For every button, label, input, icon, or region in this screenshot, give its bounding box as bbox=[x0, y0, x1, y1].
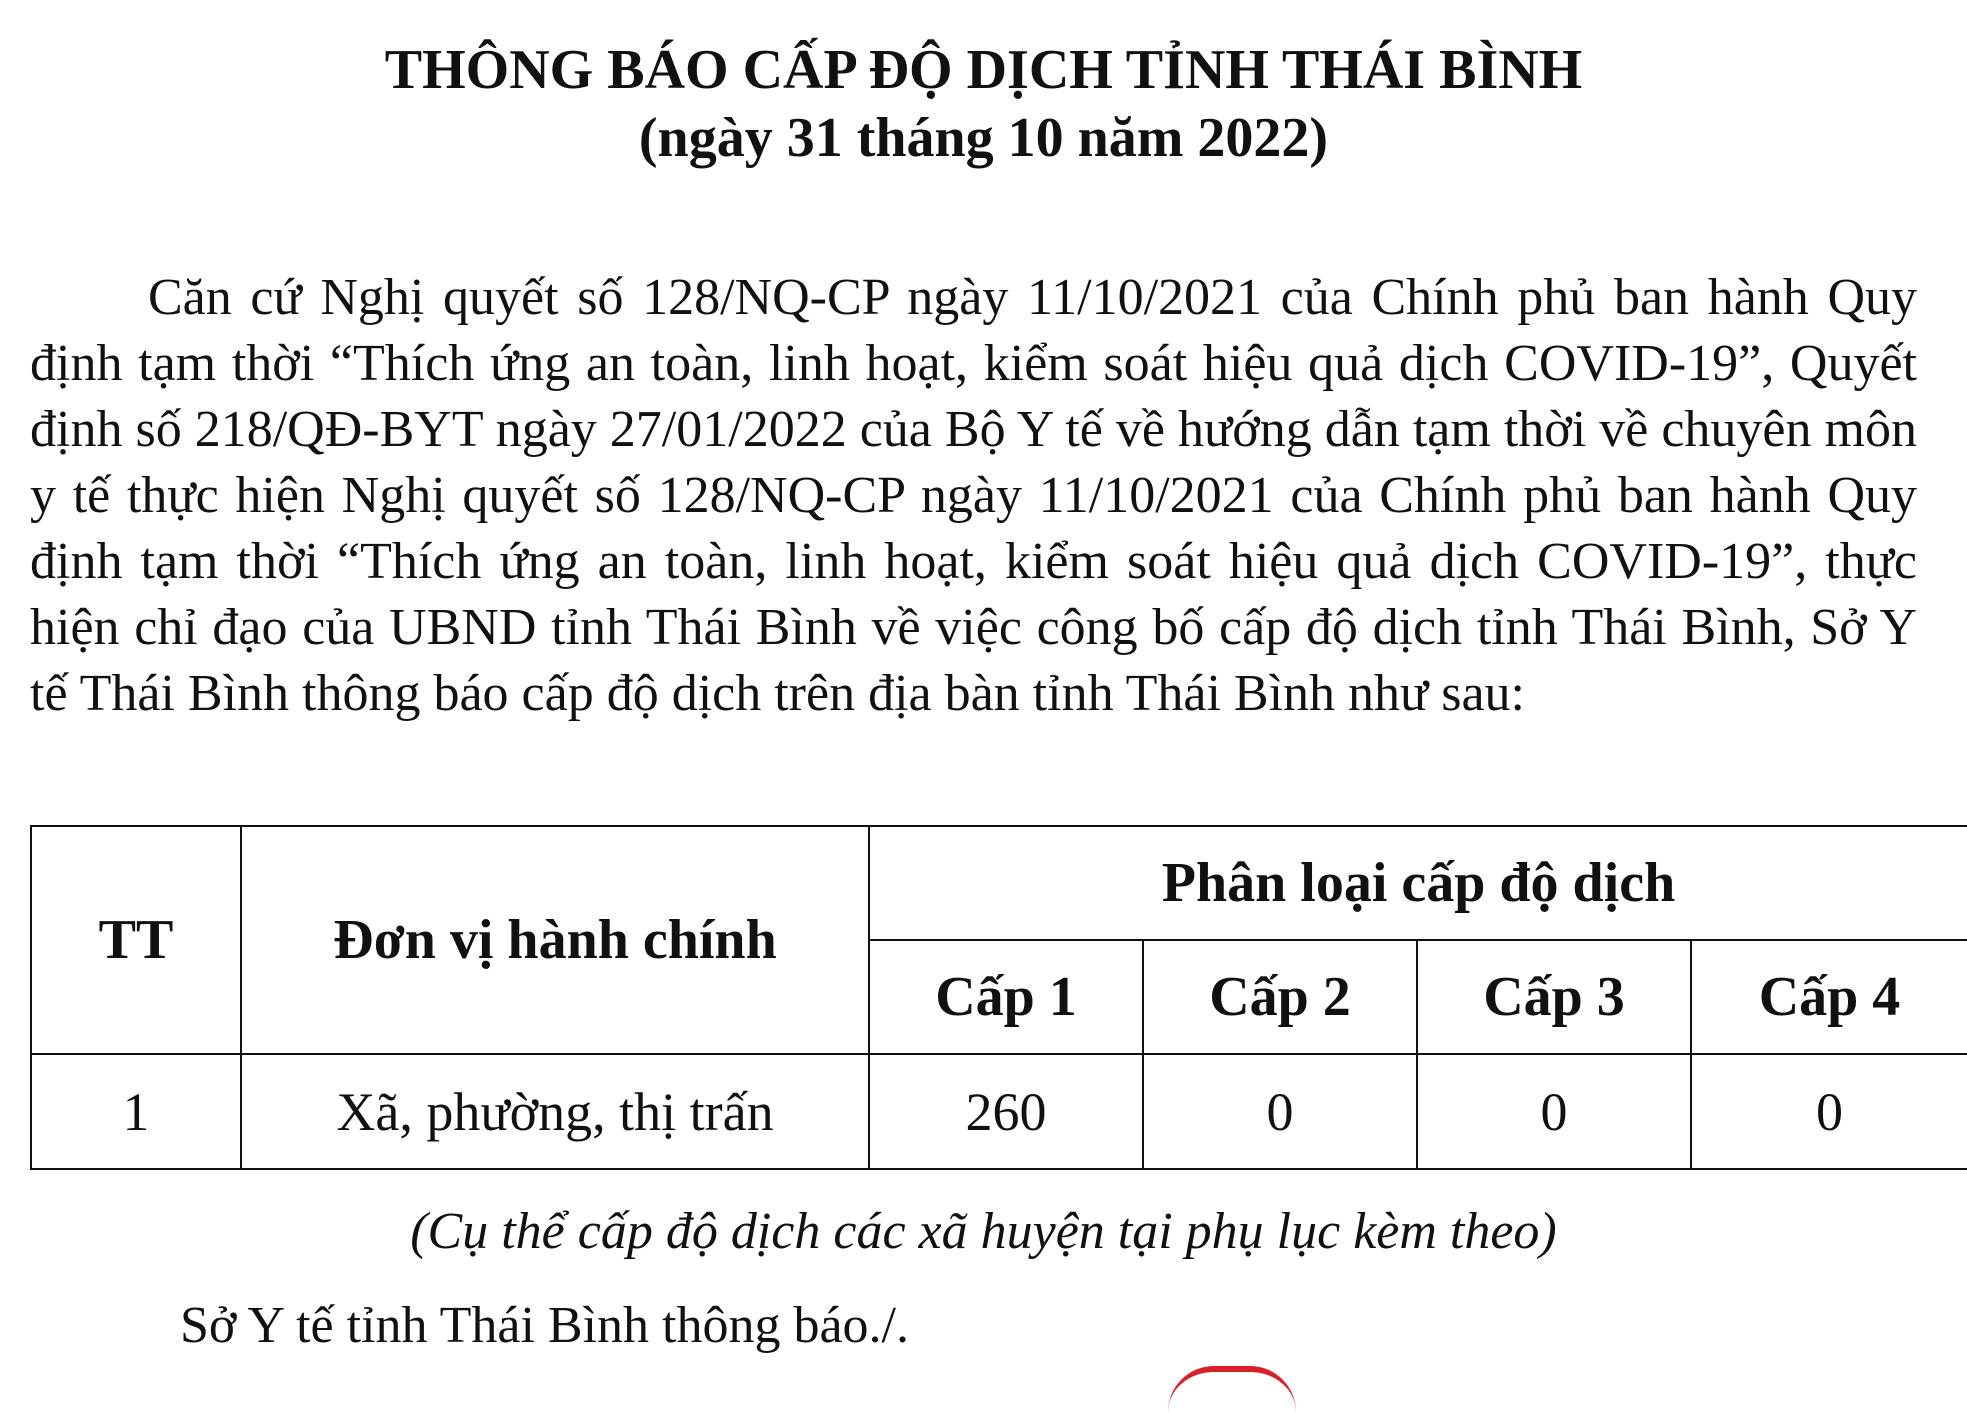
header-tt: TT bbox=[31, 826, 241, 1054]
epidemic-level-table bbox=[30, 825, 1967, 1170]
cell-tt: 1 bbox=[31, 1054, 241, 1169]
header-unit: Đơn vị hành chính bbox=[241, 826, 869, 1054]
cell-level-2: 0 bbox=[1143, 1054, 1417, 1169]
header-level-1: Cấp 1 bbox=[869, 940, 1143, 1054]
table-row bbox=[31, 1054, 1967, 1169]
appendix-note: (Cụ thể cấp độ dịch các xã huyện tại phụ lục kèm theo) bbox=[410, 1203, 1557, 1260]
header-level-group: Phân loại cấp độ dịch bbox=[869, 826, 1967, 940]
cell-level-1: 260 bbox=[869, 1054, 1143, 1169]
cell-level-3: 0 bbox=[1417, 1054, 1691, 1169]
document-date: (ngày 31 tháng 10 năm 2022) bbox=[638, 107, 1329, 169]
body-paragraph: Căn cứ Nghị quyết số 128/NQ-CP ngày 11/10/2021 của Chính phủ ban hành Quy định tạm thời “Thích ứng an toàn, linh hoạt, kiểm soát hiệu quả dịch COVID-19”, Quyết định số 218/QĐ-BYT ngày 27/01/2022 của Bộ Y tế về hướng dẫn tạm thời về chuyên môn y tế thực hiện Nghị quyết số 128/NQ-CP ngày 11/10/2021 của Chính phủ ban hành Quy định tạm thời “Thích ứng an toàn, linh hoạt, kiểm soát hiệu quả dịch COVID-19”, thực hiện chỉ đạo của UBND tỉnh Thái Bình về việc công bố cấp độ dịch tỉnh Thái Bình, Sở Y tế Thái Bình thông báo cấp độ dịch trên địa bàn tỉnh Thái Bình như sau: bbox=[30, 269, 1917, 722]
closing-line: Sở Y tế tỉnh Thái Bình thông báo./. bbox=[180, 1297, 909, 1354]
document-title: THÔNG BÁO CẤP ĐỘ DỊCH TỈNH THÁI BÌNH bbox=[384, 39, 1583, 101]
table-header-row bbox=[31, 826, 1967, 940]
red-seal-edge bbox=[1168, 1366, 1296, 1412]
header-level-2: Cấp 2 bbox=[1143, 940, 1417, 1054]
header-level-4: Cấp 4 bbox=[1691, 940, 1967, 1054]
cell-unit: Xã, phường, thị trấn bbox=[241, 1054, 869, 1169]
cell-level-4: 0 bbox=[1691, 1054, 1967, 1169]
header-level-3: Cấp 3 bbox=[1417, 940, 1691, 1054]
